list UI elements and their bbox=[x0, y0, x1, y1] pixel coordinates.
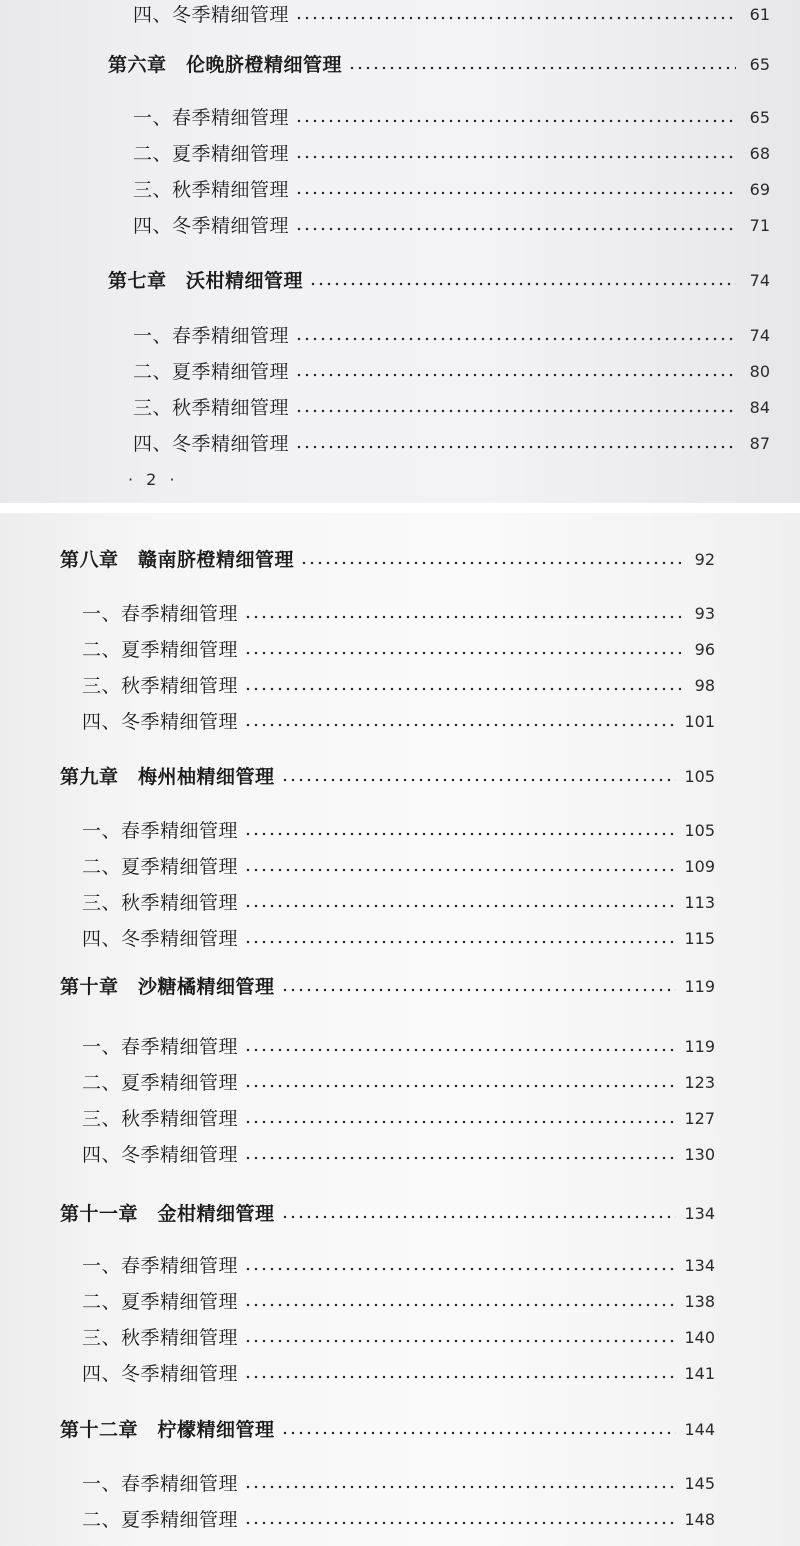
toc-entry[interactable] bbox=[0, 852, 715, 882]
toc-entry-page: 74 bbox=[749, 326, 770, 345]
page-separator bbox=[0, 503, 800, 513]
dot-leader bbox=[300, 561, 681, 565]
dot-leader bbox=[244, 1485, 676, 1489]
dot-leader bbox=[348, 66, 736, 70]
toc-entry[interactable] bbox=[0, 1505, 715, 1535]
toc-entry-page: 68 bbox=[749, 144, 770, 163]
toc-entry[interactable] bbox=[0, 175, 770, 205]
toc-entry-label: 二、夏季精细管理 bbox=[133, 361, 290, 383]
toc-entry[interactable] bbox=[0, 357, 770, 387]
toc-entry-label: 四、冬季精细管理 bbox=[133, 433, 290, 455]
toc-chapter[interactable] bbox=[0, 50, 770, 80]
toc-entry[interactable] bbox=[0, 139, 770, 169]
toc-chapter-label: 第十二章 柠檬精细管理 bbox=[60, 1419, 275, 1441]
toc-entry-page: 144 bbox=[684, 1420, 715, 1439]
toc-entry-label: 一、春季精细管理 bbox=[82, 1473, 239, 1495]
dot-leader bbox=[244, 1048, 676, 1052]
toc-entry[interactable] bbox=[0, 1032, 715, 1062]
toc-entry-label: 四、冬季精细管理 bbox=[82, 1363, 239, 1385]
toc-entry-page: 61 bbox=[749, 5, 770, 24]
toc-entry[interactable] bbox=[0, 103, 770, 133]
toc-chapter[interactable] bbox=[0, 1199, 715, 1229]
dot-leader bbox=[295, 16, 736, 20]
toc-entry-label: 四、冬季精细管理 bbox=[82, 928, 239, 950]
toc-entry-label: 四、冬季精细管理 bbox=[133, 215, 290, 237]
dot-leader bbox=[244, 868, 676, 872]
toc-entry[interactable] bbox=[0, 393, 770, 423]
toc-entry[interactable] bbox=[0, 707, 715, 737]
toc-entry-page: 119 bbox=[684, 977, 715, 996]
toc-entry[interactable] bbox=[0, 1323, 715, 1353]
toc-entry-page: 93 bbox=[694, 604, 715, 623]
toc-entry-label: 三、秋季精细管理 bbox=[82, 892, 239, 914]
toc-entry-page: 65 bbox=[749, 108, 770, 127]
toc-page-top bbox=[0, 0, 800, 503]
toc-entry-page: 71 bbox=[749, 216, 770, 235]
dot-leader bbox=[281, 778, 677, 782]
dot-leader bbox=[295, 409, 736, 413]
toc-entry-page: 148 bbox=[684, 1510, 715, 1529]
toc-entry-page: 145 bbox=[684, 1474, 715, 1493]
toc-chapter-label: 第十一章 金柑精细管理 bbox=[60, 1203, 275, 1225]
toc-entry-page: 115 bbox=[684, 929, 715, 948]
dot-leader bbox=[281, 1431, 677, 1435]
toc-entry-label: 四、冬季精细管理 bbox=[82, 1144, 239, 1166]
toc-entry-page: 105 bbox=[684, 767, 715, 786]
toc-entry-label: 一、春季精细管理 bbox=[133, 325, 290, 347]
toc-chapter-label: 第十章 沙糖橘精细管理 bbox=[60, 976, 275, 998]
toc-chapter[interactable] bbox=[0, 972, 715, 1002]
toc-entry[interactable] bbox=[0, 429, 770, 459]
toc-entry-label: 四、冬季精细管理 bbox=[82, 711, 239, 733]
toc-entry[interactable] bbox=[0, 1287, 715, 1317]
toc-chapter[interactable] bbox=[0, 762, 715, 792]
toc-chapter[interactable] bbox=[0, 545, 715, 575]
toc-chapter[interactable] bbox=[0, 266, 770, 296]
toc-entry[interactable] bbox=[0, 599, 715, 629]
toc-chapter-label: 第九章 梅州柚精细管理 bbox=[60, 766, 275, 788]
dot-leader bbox=[295, 191, 736, 195]
toc-entry-page: 74 bbox=[749, 271, 770, 290]
dot-leader bbox=[244, 904, 676, 908]
dot-leader bbox=[244, 940, 676, 944]
dot-leader bbox=[281, 1215, 677, 1219]
dot-leader bbox=[244, 1084, 676, 1088]
toc-entry[interactable] bbox=[0, 1469, 715, 1499]
toc-entry-label: 一、春季精细管理 bbox=[82, 603, 239, 625]
toc-entry-page: 123 bbox=[684, 1073, 715, 1092]
toc-entry-page: 130 bbox=[684, 1145, 715, 1164]
toc-chapter-label: 第六章 伦晚脐橙精细管理 bbox=[108, 54, 343, 76]
toc-entry-page: 98 bbox=[694, 676, 715, 695]
toc-entry-label: 二、夏季精细管理 bbox=[82, 1291, 239, 1313]
toc-entry-page: 84 bbox=[749, 398, 770, 417]
toc-entry-page: 140 bbox=[684, 1328, 715, 1347]
toc-entry[interactable] bbox=[0, 1251, 715, 1281]
toc-entry[interactable] bbox=[0, 1068, 715, 1098]
dot-leader bbox=[244, 1156, 676, 1160]
dot-leader bbox=[244, 1267, 676, 1271]
toc-entry-label: 三、秋季精细管理 bbox=[82, 675, 239, 697]
toc-entry-page: 134 bbox=[684, 1204, 715, 1223]
toc-entry-label: 三、秋季精细管理 bbox=[133, 179, 290, 201]
toc-chapter-label: 第七章 沃柑精细管理 bbox=[108, 270, 304, 292]
toc-entry-page: 113 bbox=[684, 893, 715, 912]
toc-chapter[interactable] bbox=[0, 1415, 715, 1445]
toc-entry-page: 127 bbox=[684, 1109, 715, 1128]
toc-entry-label: 三、秋季精细管理 bbox=[133, 397, 290, 419]
toc-entry-label: 一、春季精细管理 bbox=[82, 820, 239, 842]
toc-entry-label: 一、春季精细管理 bbox=[82, 1255, 239, 1277]
dot-leader bbox=[244, 1375, 676, 1379]
page-number: · 2 · bbox=[128, 470, 179, 489]
dot-leader bbox=[244, 651, 681, 655]
toc-entry-page: 80 bbox=[749, 362, 770, 381]
toc-entry[interactable] bbox=[0, 1104, 715, 1134]
toc-entry-page: 65 bbox=[749, 55, 770, 74]
toc-entry-label: 四、冬季精细管理 bbox=[133, 4, 290, 26]
dot-leader bbox=[295, 373, 736, 377]
dot-leader bbox=[295, 227, 736, 231]
toc-entry[interactable] bbox=[0, 671, 715, 701]
toc-entry-label: 一、春季精细管理 bbox=[82, 1036, 239, 1058]
toc-entry-page: 101 bbox=[684, 712, 715, 731]
dot-leader bbox=[244, 832, 676, 836]
toc-entry-page: 119 bbox=[684, 1037, 715, 1056]
toc-entry-page: 105 bbox=[684, 821, 715, 840]
dot-leader bbox=[295, 119, 736, 123]
toc-entry[interactable] bbox=[0, 211, 770, 241]
dot-leader bbox=[295, 155, 736, 159]
dot-leader bbox=[244, 1120, 676, 1124]
toc-entry-label: 二、夏季精细管理 bbox=[133, 143, 290, 165]
toc-entry-page: 87 bbox=[749, 434, 770, 453]
dot-leader bbox=[295, 445, 736, 449]
toc-entry-page: 69 bbox=[749, 180, 770, 199]
toc-entry[interactable] bbox=[0, 635, 715, 665]
dot-leader bbox=[244, 687, 681, 691]
toc-entry-label: 二、夏季精细管理 bbox=[82, 1509, 239, 1531]
dot-leader bbox=[244, 1303, 676, 1307]
dot-leader bbox=[244, 1339, 676, 1343]
dot-leader bbox=[244, 723, 676, 727]
toc-entry[interactable] bbox=[0, 888, 715, 918]
toc-entry[interactable] bbox=[0, 1359, 715, 1389]
dot-leader bbox=[244, 1521, 676, 1525]
toc-entry[interactable] bbox=[0, 816, 715, 846]
toc-entry[interactable] bbox=[0, 321, 770, 351]
toc-entry[interactable] bbox=[0, 1140, 715, 1170]
toc-entry-page: 92 bbox=[694, 550, 715, 569]
toc-entry-page: 138 bbox=[684, 1292, 715, 1311]
toc-entry-label: 二、夏季精细管理 bbox=[82, 639, 239, 661]
toc-page-bottom bbox=[0, 513, 800, 1546]
dot-leader bbox=[295, 337, 736, 341]
toc-entry-page: 134 bbox=[684, 1256, 715, 1275]
toc-entry[interactable] bbox=[0, 924, 715, 954]
toc-entry-label: 一、春季精细管理 bbox=[133, 107, 290, 129]
toc-entry[interactable] bbox=[0, 0, 770, 30]
toc-chapter-label: 第八章 赣南脐橙精细管理 bbox=[60, 549, 295, 571]
toc-entry-label: 二、夏季精细管理 bbox=[82, 1072, 239, 1094]
dot-leader bbox=[244, 615, 681, 619]
toc-entry-label: 三、秋季精细管理 bbox=[82, 1327, 239, 1349]
toc-entry-label: 二、夏季精细管理 bbox=[82, 856, 239, 878]
toc-entry-page: 109 bbox=[684, 857, 715, 876]
toc-entry-page: 141 bbox=[684, 1364, 715, 1383]
toc-entry-page: 96 bbox=[694, 640, 715, 659]
toc-entry-label: 三、秋季精细管理 bbox=[82, 1108, 239, 1130]
dot-leader bbox=[309, 282, 736, 286]
dot-leader bbox=[281, 988, 677, 992]
